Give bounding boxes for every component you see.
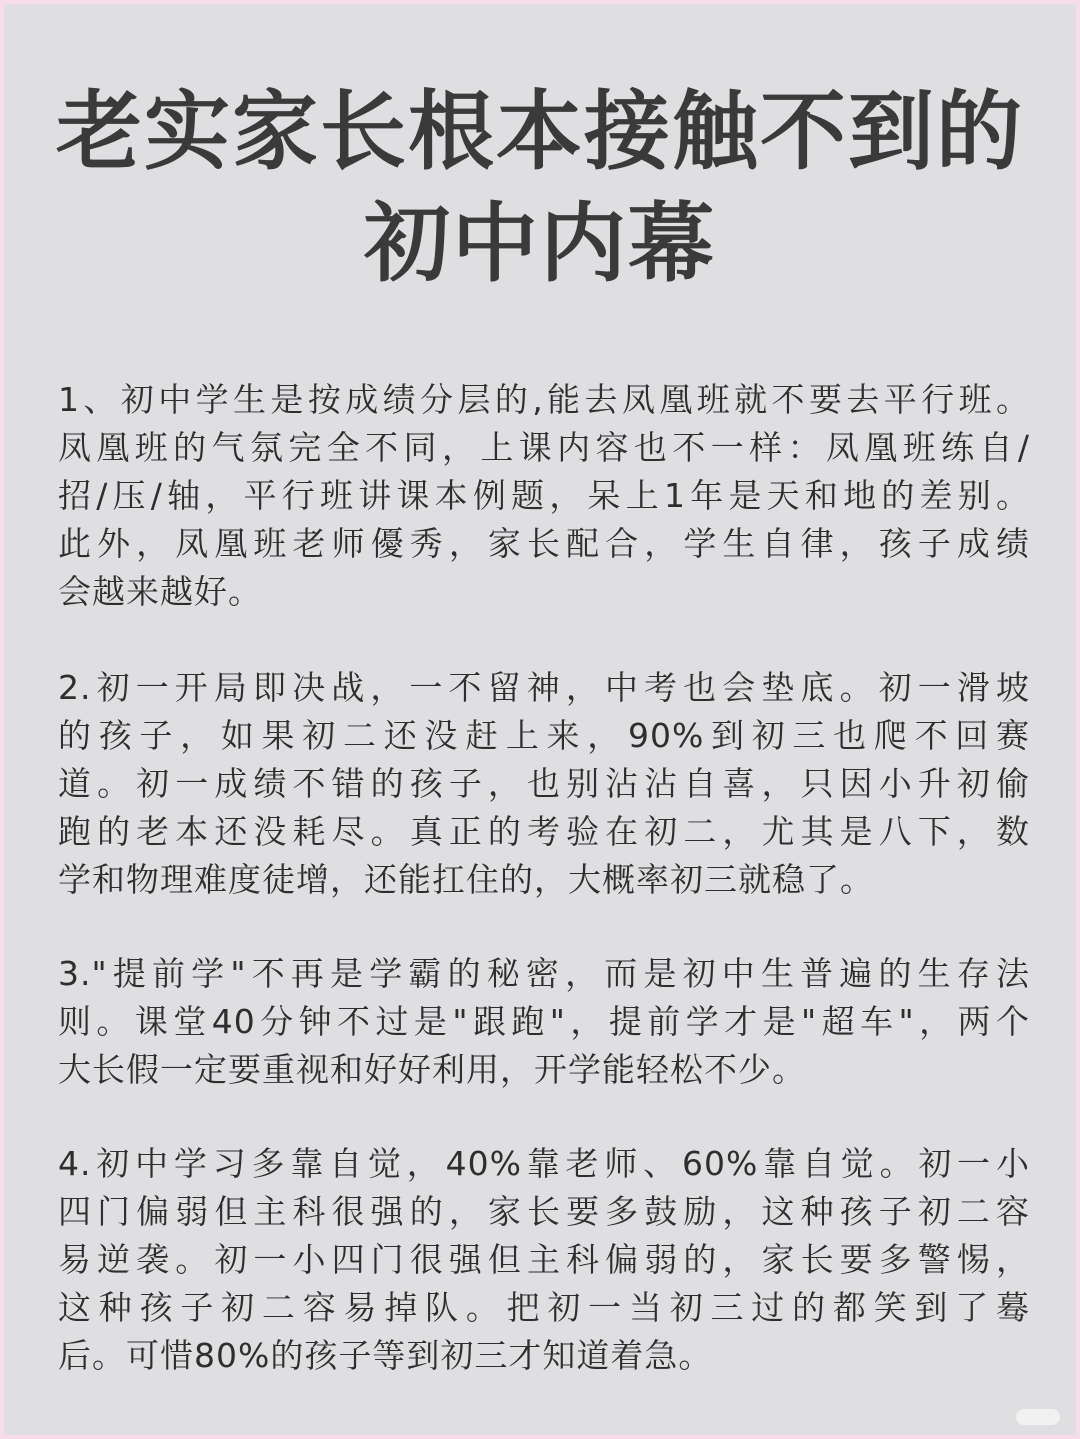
paragraph-line: 后。可惜80%的孩子等到初三才知道着急。 [58, 1336, 713, 1375]
paragraph-line: 四门偏弱但主科很强的，家长要多鼓励，这种孩子初二容 [58, 1192, 1030, 1231]
paragraph-line: 3."提前学"不再是学霸的秘密，而是初中生普遍的生存法 [58, 954, 1030, 993]
paragraph-line: 道。初一成绩不错的孩子，也别沾沾自喜，只因小升初偷 [58, 764, 1030, 803]
paragraph-line: 此外，凤凰班老师優秀，家长配合，学生自律，孩子成绩 [58, 524, 1030, 563]
paragraph-line: 1、初中学生是按成绩分层的,能去凤凰班就不要去平行班。 [58, 380, 1030, 419]
paragraph-line: 这种孩子初二容易掉队。把初一当初三过的都笑到了蓦 [58, 1288, 1030, 1327]
paragraph-1 [58, 376, 1030, 616]
paragraph-2 [58, 664, 1030, 904]
paragraph-4 [58, 1140, 1030, 1380]
paragraph-3 [58, 950, 1030, 1094]
paragraph-line: 招/压/轴，平行班讲课本例题，呆上1年是天和地的差别。 [58, 476, 1030, 515]
paragraph-line: 的孩子，如果初二还没赶上来，90%到初三也爬不回赛 [58, 716, 1030, 755]
paragraph-line: 易逆袭。初一小四门很强但主科偏弱的，家长要多警惕， [58, 1240, 1030, 1279]
title-line-1: 老实家长根本接触不到的 [56, 82, 1024, 182]
paragraph-line: 学和物理难度徒增，还能扛住的，大概率初三就稳了。 [58, 860, 874, 899]
paragraph-line: 2.初一开局即决战，一不留神，中考也会垫底。初一滑坡 [58, 668, 1030, 707]
title-line-2: 初中内幕 [364, 194, 716, 294]
paragraph-line: 大长假一定要重视和好好利用，开学能轻松不少。 [58, 1050, 806, 1089]
paragraph-line: 凤凰班的气氛完全不同，上课内容也不一样：凤凰班练自/ [58, 428, 1030, 467]
paragraph-line: 会越来越好。 [58, 572, 262, 611]
watermark-badge [1016, 1409, 1060, 1425]
document-card [4, 4, 1076, 1435]
paragraph-line: 跑的老本还没耗尽。真正的考验在初二，尤其是八下，数 [58, 812, 1030, 851]
paragraph-line: 则。课堂40分钟不过是"跟跑"，提前学才是"超车"，两个 [58, 1002, 1030, 1041]
paragraph-line: 4.初中学习多靠自觉，40%靠老师、60%靠自觉。初一小 [58, 1144, 1030, 1183]
